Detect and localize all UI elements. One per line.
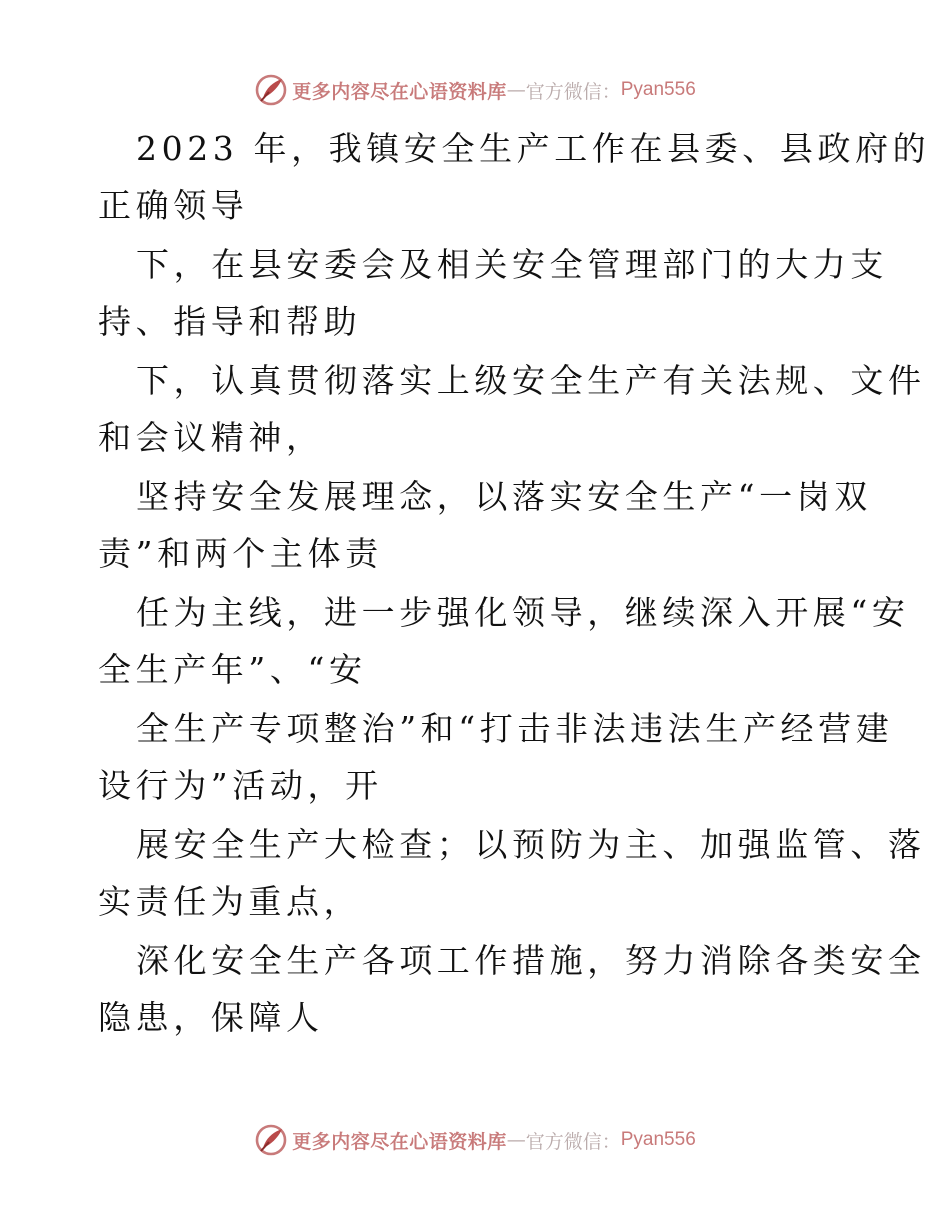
paragraph-line: 全生产专项整治”和“打击非法违法生产经营建: [136, 709, 894, 748]
paragraph-line: 下，在县安委会及相关安全管理部门的大力支: [136, 245, 888, 284]
paragraph-line: 全生产年”、“安: [98, 650, 367, 689]
footer-site-text: 更多内容尽在心语资料库: [292, 1130, 507, 1153]
header-wechat-label: 官方微信：: [525, 80, 621, 103]
paragraph: [98, 120, 931, 234]
feather-pen-icon: [254, 1123, 288, 1157]
footer-wechat-label: 官方微信：: [525, 1130, 621, 1153]
header-site-text: 更多内容尽在心语资料库: [292, 80, 507, 103]
paragraph-line: 2023 年，我镇安全生产工作在县委、县政府的: [136, 129, 931, 168]
header-separator: —: [506, 79, 526, 101]
paragraph-line: 持、指导和帮助: [98, 302, 362, 341]
paragraph-line: 责”和两个主体责: [98, 534, 383, 573]
paragraph: [98, 584, 910, 698]
footer-banner: [0, 1120, 950, 1160]
paragraph-line: 坚持安全发展理念，以落实安全生产“一岗双: [136, 477, 872, 516]
paragraph: [98, 700, 894, 814]
paragraph-line: 实责任为重点，: [98, 882, 362, 921]
header-banner: [0, 70, 950, 110]
paragraph-line: 深化安全生产各项工作措施，努力消除各类安全: [136, 941, 926, 980]
footer-separator: —: [506, 1129, 526, 1151]
paragraph: [98, 468, 872, 582]
paragraph: [98, 816, 926, 930]
paragraph-line: 隐患，保障人: [98, 998, 324, 1037]
paragraph-line: 下，认真贯彻落实上级安全生产有关法规、文件: [136, 361, 926, 400]
paragraph-line: 和会议精神，: [98, 418, 324, 457]
paragraph-line: 正确领导: [98, 186, 249, 225]
paragraph-line: 展安全生产大检查；以预防为主、加强监管、落: [136, 825, 926, 864]
paragraph-line: 设行为”活动，开: [98, 766, 383, 805]
header-wechat-id: Pyan556: [620, 79, 696, 100]
paragraph: [98, 236, 888, 350]
paragraph-line: 任为主线，进一步强化领导，继续深入开展“安: [136, 593, 910, 632]
feather-pen-icon: [254, 73, 288, 107]
document-body: [98, 120, 931, 1048]
paragraph: [98, 932, 926, 1046]
footer-wechat-id: Pyan556: [620, 1129, 696, 1150]
paragraph: [98, 352, 926, 466]
